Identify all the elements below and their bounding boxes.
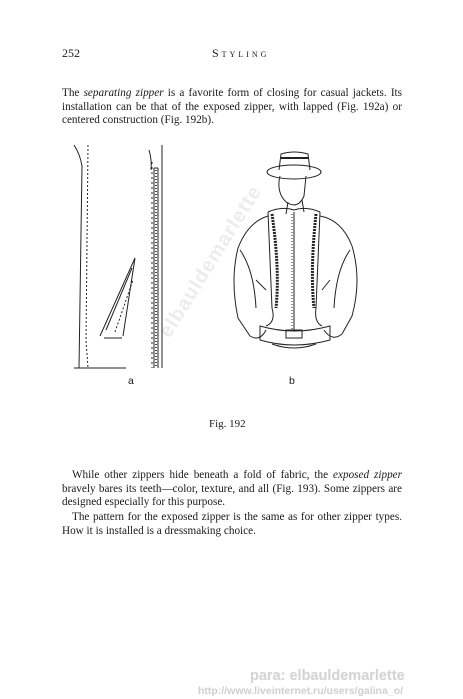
figure-label-a: a [128, 375, 134, 387]
paragraph-pattern: The pattern for the exposed zipper is the same as for other zipper types. How it is installed is a dressmaking choice. [62, 511, 402, 537]
paragraph-separating-zipper: The separating zipper is a favorite form of closing for casual jackets. Its installation can be that of the exposed zipper, with lapped (Fig. 192a) or centered construction (Fig. 192b). [62, 87, 403, 126]
figure-label-b: b [289, 375, 295, 387]
running-head: Styling [212, 46, 270, 60]
figure-caption: Fig. 192 [209, 418, 246, 430]
jacket-figure-drawing-b [234, 152, 357, 348]
page-number: 252 [62, 46, 80, 60]
brand-watermark: para: elbauldemarlette [250, 668, 405, 684]
paragraph-exposed-zipper: While other zippers hide beneath a fold of fabric, the exposed zipper bravely bares its teeth—color, texture, and all (Fig. 193). Some zippers are designed especially for this purpose. [62, 469, 402, 508]
term-exposed-zipper: exposed zipper [333, 469, 402, 481]
zipper-detail-drawing-a [74, 145, 162, 368]
page-header [62, 46, 400, 64]
term-separating-zipper: separating zipper [83, 87, 164, 99]
diagonal-watermark: elbauldemarlette [155, 181, 267, 342]
url-watermark: http://www.liveinternet.ru/users/galina_o/ [198, 685, 403, 697]
